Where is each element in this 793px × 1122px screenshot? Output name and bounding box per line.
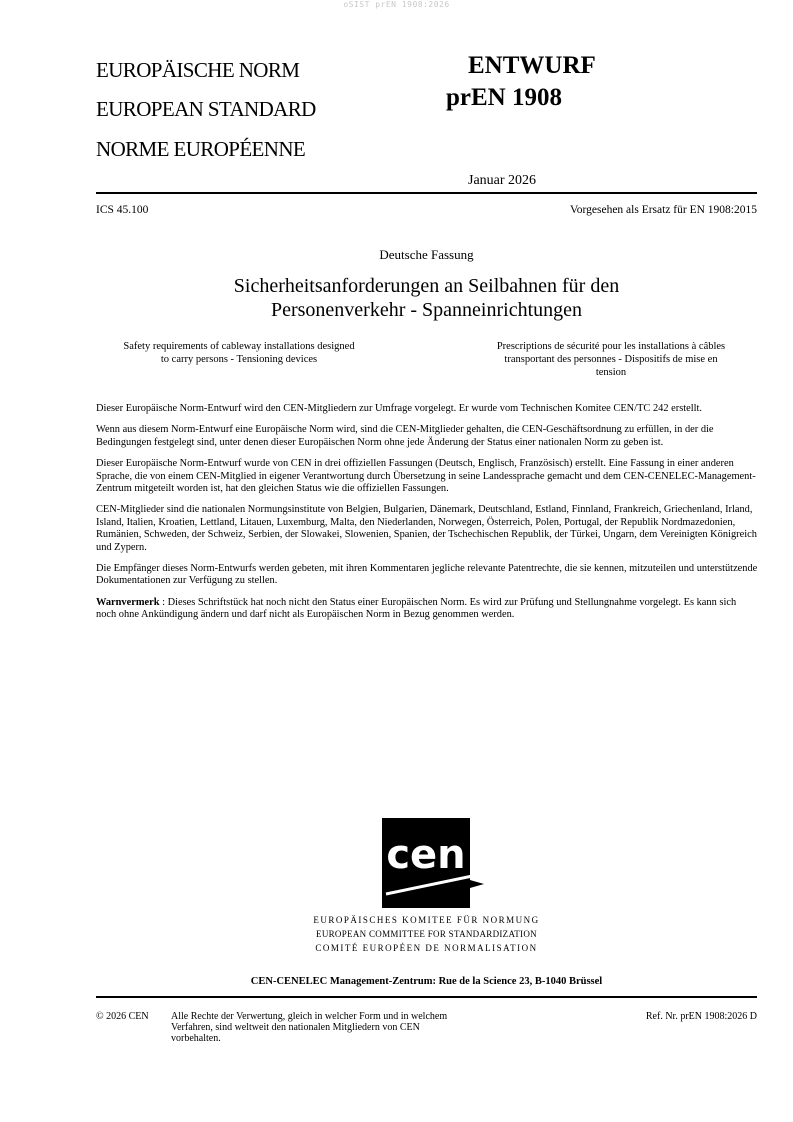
warning-label: Warnvermerk [96, 596, 160, 608]
committee-name-de: EUROPÄISCHES KOMITEE FÜR NORMUNG [313, 915, 540, 925]
title-line: Sicherheitsanforderungen an Seilbahnen für den [233, 275, 620, 297]
front-matter-body [96, 403, 758, 631]
header-rule [96, 192, 757, 194]
cen-logo-graphic [382, 818, 484, 910]
document-title [96, 274, 757, 322]
draft-label: ENTWURF [468, 52, 596, 79]
title-fr-line: tension [595, 367, 627, 378]
committee-name-fr: COMITÉ EUROPÉEN DE NORMALISATION [315, 943, 538, 953]
title-english [96, 340, 382, 366]
paragraph: Dieser Europäische Norm-Entwurf wurde von CEN in drei offiziellen Fassungen (Deutsch, Englisch, Französisch) erstellt. Eine Fassung in einer anderen Sprache, die von einem CEN-Mitglied in eigener Verantwortung durch Übersetzung in seine Landessprache gemacht und dem CEN-CENELEC-Management-Zentrum mitgeteilt worden ist, hat den gleichen Status wie die offiziellen Fassungen. [96, 458, 756, 495]
reference-number: Ref. Nr. prEN 1908:2026 D [645, 1011, 757, 1022]
watermark: oSIST prEN 1908:2026 [343, 0, 450, 9]
rights-line: Alle Rechte der Verwertung, gleich in welcher Form und in welchem [171, 1011, 448, 1022]
publication-date: Januar 2026 [468, 173, 537, 188]
cen-logo [382, 818, 484, 915]
footer-rule [96, 996, 757, 998]
paragraph: CEN-Mitglieder sind die nationalen Normungsinstitute von Belgien, Bulgarien, Dänemark, Deutschland, Estland, Finnland, Frankreich, Griechenland, Irland, Island, Italien, Kroatien, Lettland, Litauen, Luxemburg, Malta, den Niederlanden, Norwegen, Österreich, Polen, Portugal, der Republik Nordmazedonien, Rumänien, Schweden, der Schweiz, Serbien, der Slowakei, Slowenien, Spanien, der Tschechischen Republik, der Türkei, Ungarn, dem Vereinigten Königreich und Zypern. [96, 504, 757, 553]
warning-text: : Dieses Schriftstück hat noch nicht den Status einer Europäischen Norm. Es wird zur Prüfung und Stellungnahme vorgelegt. Es kann sich noch ohne Ankündigung ändern und darf nicht als Europäischen Norm in Bezug genommen werden. [96, 596, 737, 621]
version-label: Deutsche Fassung [379, 247, 474, 262]
copyright: © 2026 CEN [96, 1011, 149, 1022]
document-number: prEN 1908 [446, 84, 562, 111]
paragraph: Wenn aus diesem Norm-Entwurf eine Europäische Norm wird, sind die CEN-Mitglieder gehalten, die CEN-Geschäftsordnung zu erfüllen, in der die Bedingungen festgelegt sind, unter denen dieser Europäischen Norm ohne jede Änderung der Status einer nationalen Norm zu geben ist. [96, 424, 714, 448]
title-en-line: Safety requirements of cableway installations designed [123, 341, 355, 352]
cen-logo-text: cen [386, 832, 466, 878]
committee-name-en: EUROPEAN COMMITTEE FOR STANDARDIZATION [316, 929, 537, 939]
ics-code: ICS 45.100 [96, 204, 149, 216]
rights-line: vorbehalten. [171, 1033, 221, 1044]
standard-title-en: EUROPEAN STANDARD [96, 97, 316, 121]
title-fr-line: Prescriptions de sécurité pour les installations à câbles [496, 341, 726, 352]
supersedes-note: Vorgesehen als Ersatz für EN 1908:2015 [569, 204, 757, 216]
title-en-line: to carry persons - Tensioning devices [160, 354, 318, 365]
paragraph: Die Empfänger dieses Norm-Entwurfs werden gebeten, mit ihren Kommentaren jegliche relevante Patentrechte, die sie kennen, mitzuteilen und unterstützende Dokumentationen zur Verfügung zu stellen. [96, 563, 758, 587]
management-centre-address: CEN-CENELEC Management-Zentrum: Rue de la Science 23, B-1040 Brüssel [250, 976, 603, 987]
title-line: Personenverkehr - Spanneinrichtungen [270, 299, 582, 321]
warning-paragraph [96, 597, 758, 622]
title-fr-line: transportant des personnes - Dispositifs de mise en [504, 354, 718, 365]
rights-line: Verfahren, sind weltweit den nationalen Mitgliedern von CEN [171, 1022, 420, 1033]
title-french [466, 340, 756, 379]
standard-title-fr: NORME EUROPÉENNE [96, 137, 306, 161]
paragraph: Dieser Europäische Norm-Entwurf wird den CEN-Mitgliedern zur Umfrage vorgelegt. Er wurde vom Technischen Komitee CEN/TC 242 erstellt. [96, 403, 702, 414]
rights-notice [171, 1011, 531, 1044]
standard-title-de: EUROPÄISCHE NORM [96, 58, 300, 82]
